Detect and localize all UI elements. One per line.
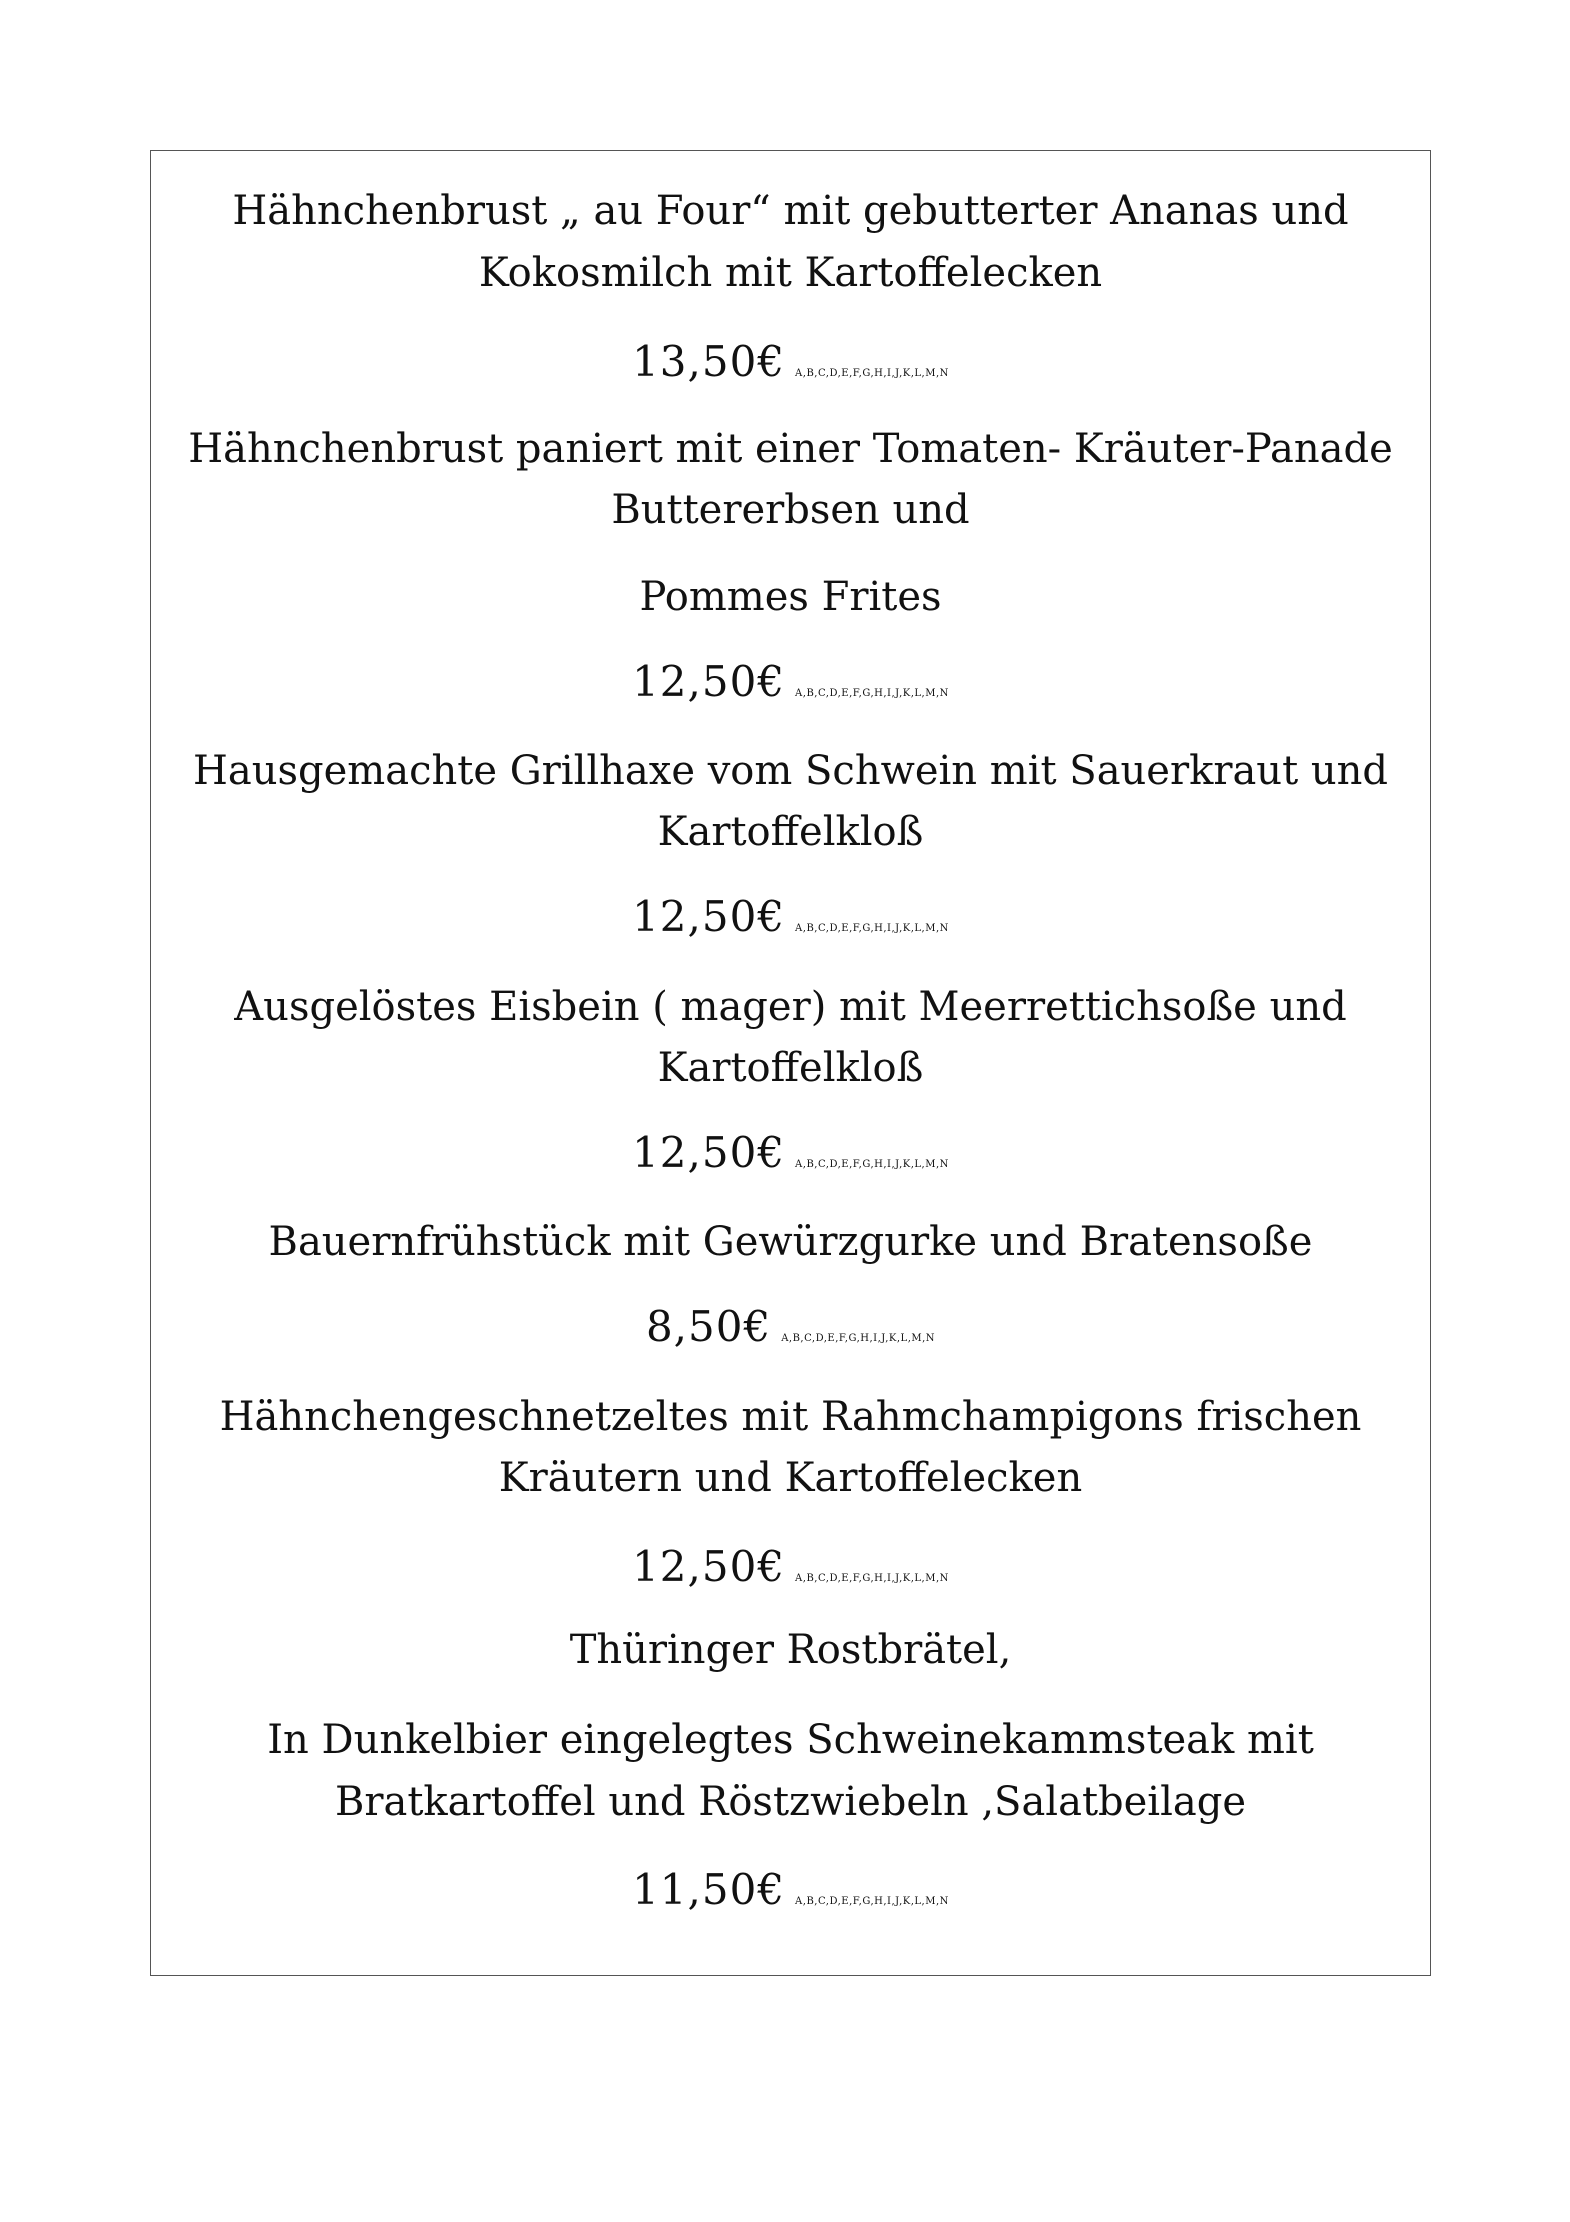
menu-item-4-allergens: A,B,C,D,E,F,G,H,I,J,K,L,M,N: [795, 1159, 949, 1170]
menu-item-5-allergens: A,B,C,D,E,F,G,H,I,J,K,L,M,N: [781, 1333, 936, 1344]
menu-item-2-line-3: Pommes Frites: [639, 574, 942, 620]
menu-item-7-allergens: A,B,C,D,E,F,G,H,I,J,K,L,M,N: [795, 1896, 949, 1907]
menu-item-6-price: 12,50€: [632, 1542, 786, 1591]
menu-item-2-line-1: Hähnchenbrust paniert mit einer Tomaten- Kräuter-Panade: [188, 426, 1393, 472]
menu-frame: [150, 150, 1431, 1976]
menu-item-4-price: 12,50€: [632, 1128, 786, 1177]
menu-item-4-line-1: Ausgelöstes Eisbein ( mager) mit Meerrettichsoße und: [234, 984, 1347, 1030]
menu-item-6-allergens: A,B,C,D,E,F,G,H,I,J,K,L,M,N: [795, 1573, 949, 1584]
menu-item-7-line-3: Bratkartoffel und Röstzwiebeln ,Salatbeilage: [334, 1779, 1247, 1825]
menu-item-5-price: 8,50€: [645, 1302, 772, 1351]
menu-item-3-allergens: A,B,C,D,E,F,G,H,I,J,K,L,M,N: [795, 923, 949, 934]
menu-item-4-price-row: [151, 1127, 1430, 1191]
menu-item-3-line-2: Kartoffelkloß: [657, 809, 924, 855]
menu-item-1-price: 13,50€: [632, 337, 786, 386]
menu-item-3-line-1: Hausgemachte Grillhaxe vom Schwein mit Sauerkraut und: [193, 748, 1388, 794]
menu-item-2-price: 12,50€: [632, 657, 786, 706]
menu-item-2-line-2: Buttererbsen und: [611, 487, 970, 533]
menu-item-7-line-2: In Dunkelbier eingelegtes Schweinekammsteak mit: [267, 1717, 1314, 1763]
menu-item-1-line-2: Kokosmilch mit Kartoffelecken: [478, 250, 1103, 296]
menu-item-5-line-1: Bauernfrühstück mit Gewürzgurke und Bratensoße: [268, 1219, 1313, 1265]
menu-item-7-price: 11,50€: [632, 1865, 786, 1914]
menu-item-6-price-row: [151, 1541, 1430, 1605]
menu-item-7-line-1: Thüringer Rostbrätel,: [569, 1627, 1012, 1673]
menu-item-5-price-row: [151, 1301, 1430, 1365]
menu-item-7-price-row: [151, 1864, 1430, 1928]
menu-item-6-line-2: Kräutern und Kartoffelecken: [498, 1455, 1083, 1501]
menu-item-1-line-1: Hähnchenbrust „ au Four“ mit gebutterter Ananas und: [232, 188, 1349, 234]
menu-item-1-allergens: A,B,C,D,E,F,G,H,I,J,K,L,M,N: [795, 368, 949, 379]
menu-item-6-line-1: Hähnchengeschnetzeltes mit Rahmchampigons frischen: [219, 1394, 1362, 1440]
menu-item-1-price-row: [151, 336, 1430, 400]
menu-item-3-price-row: [151, 891, 1430, 955]
menu-item-4-line-2: Kartoffelkloß: [657, 1045, 924, 1091]
menu-item-2-price-row: [151, 656, 1430, 720]
menu-item-3-price: 12,50€: [632, 892, 786, 941]
menu-item-2-allergens: A,B,C,D,E,F,G,H,I,J,K,L,M,N: [795, 688, 949, 699]
